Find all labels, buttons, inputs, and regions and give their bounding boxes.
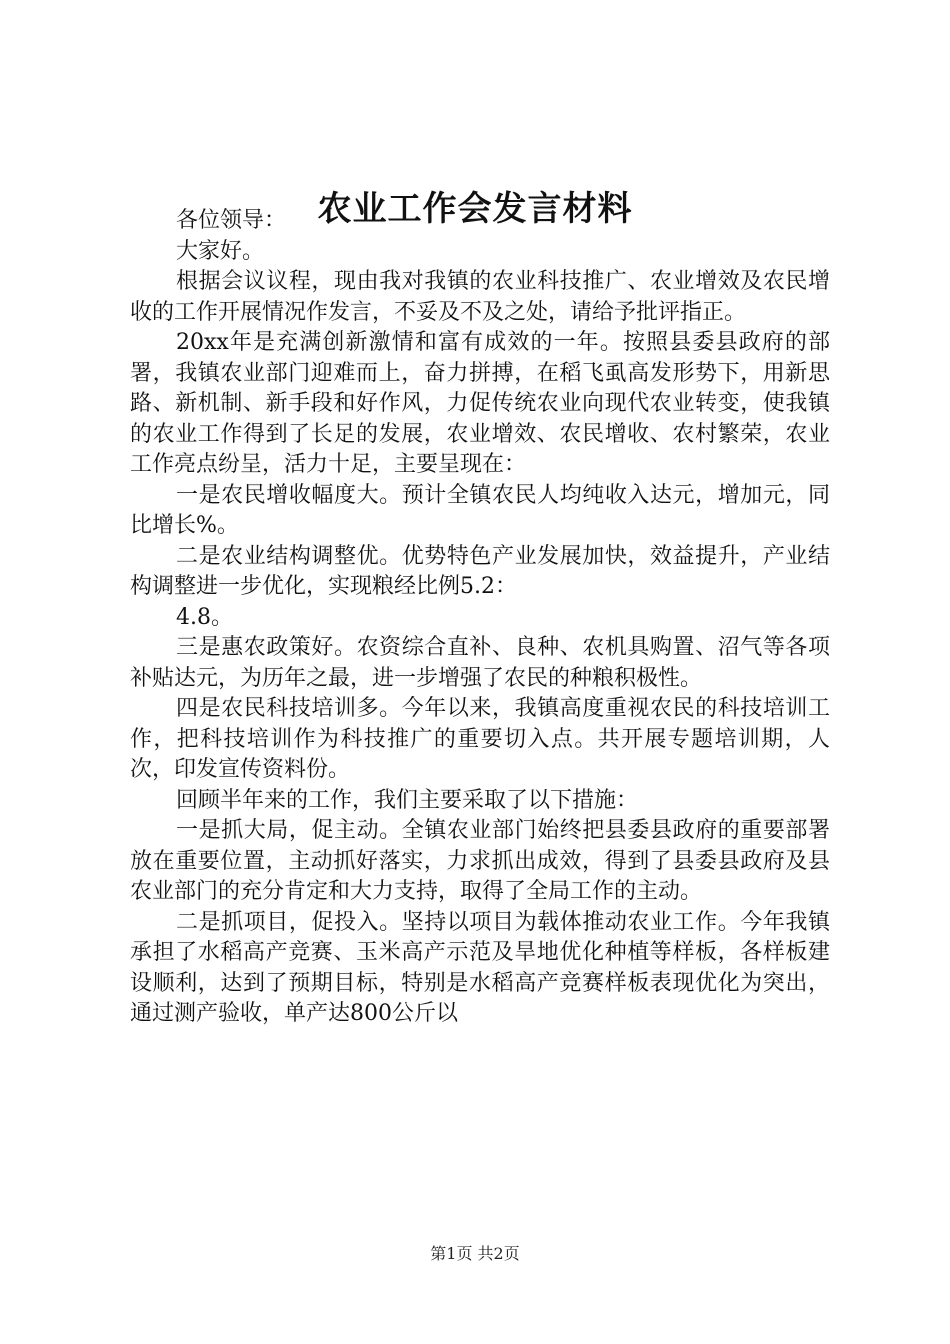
paragraph-overview: 20xx年是充满创新激情和富有成效的一年。按照县委县政府的部署，我镇农业部门迎难而上，奋力拼搏，在稻飞虱高发形势下，用新思路、新机制、新手段和好作风，力促传统农业向现代农业转变，使我镇的农业工作得到了长足的发展，农业增效、农民增收、农村繁荣，农业工作亮点纷呈，活力十足，主要呈现在： bbox=[130, 330, 830, 477]
paragraph-salutation: 各位领导： bbox=[176, 208, 287, 233]
page-footer: 第1页 共2页 bbox=[430, 1244, 520, 1263]
paragraph-greeting: 大家好。 bbox=[176, 238, 265, 264]
paragraph-measure-one: 一是抓大局，促主动。全镇农业部门始终把县委县政府的重要部署放在重要位置，主动抓好落实，力求抓出成效，得到了县委县政府及县农业部门的充分肯定和大力支持，取得了全局工作的主动。 bbox=[130, 818, 830, 904]
paragraph-measure-two: 二是抓项目，促投入。坚持以项目为载体推动农业工作。今年我镇承担了水稻高产竞赛、玉米高产示范及旱地优化种植等样板，各样板建设顺利，达到了预期目标，特别是水稻高产竞赛样板表现优化为突出，通过测产验收，单产达800公斤以 bbox=[130, 909, 830, 1026]
paragraph-training: 四是农民科技培训多。今年以来，我镇高度重视农民的科技培训工作，把科技培训作为科技推广的重要切入点。共开展专题培训期，人次，印发宣传资料份。 bbox=[130, 696, 830, 782]
document-body bbox=[130, 206, 830, 1030]
paragraph-review: 回顾半年来的工作，我们主要采取了以下措施： bbox=[176, 787, 639, 813]
paragraph-ratio: 4.8。 bbox=[176, 604, 233, 630]
paragraph-income: 一是农民增收幅度大。预计全镇农民人均纯收入达元，增加元，同比增长%。 bbox=[130, 482, 830, 538]
paragraph-policy: 三是惠农政策好。农资综合直补、良种、农机具购置、沼气等各项补贴达元，为历年之最，进一步增强了农民的种粮积极性。 bbox=[130, 635, 830, 691]
paragraph-intro: 根据会议议程，现由我对我镇的农业科技推广、农业增效及农民增收的工作开展情况作发言，不妥及不及之处，请给予批评指正。 bbox=[130, 269, 830, 325]
paragraph-structure: 二是农业结构调整优。优势特色产业发展加快，效益提升，产业结构调整进一步优化，实现粮经比例5.2： bbox=[130, 543, 830, 599]
document-title: 农业工作会发言材料 bbox=[317, 189, 633, 229]
